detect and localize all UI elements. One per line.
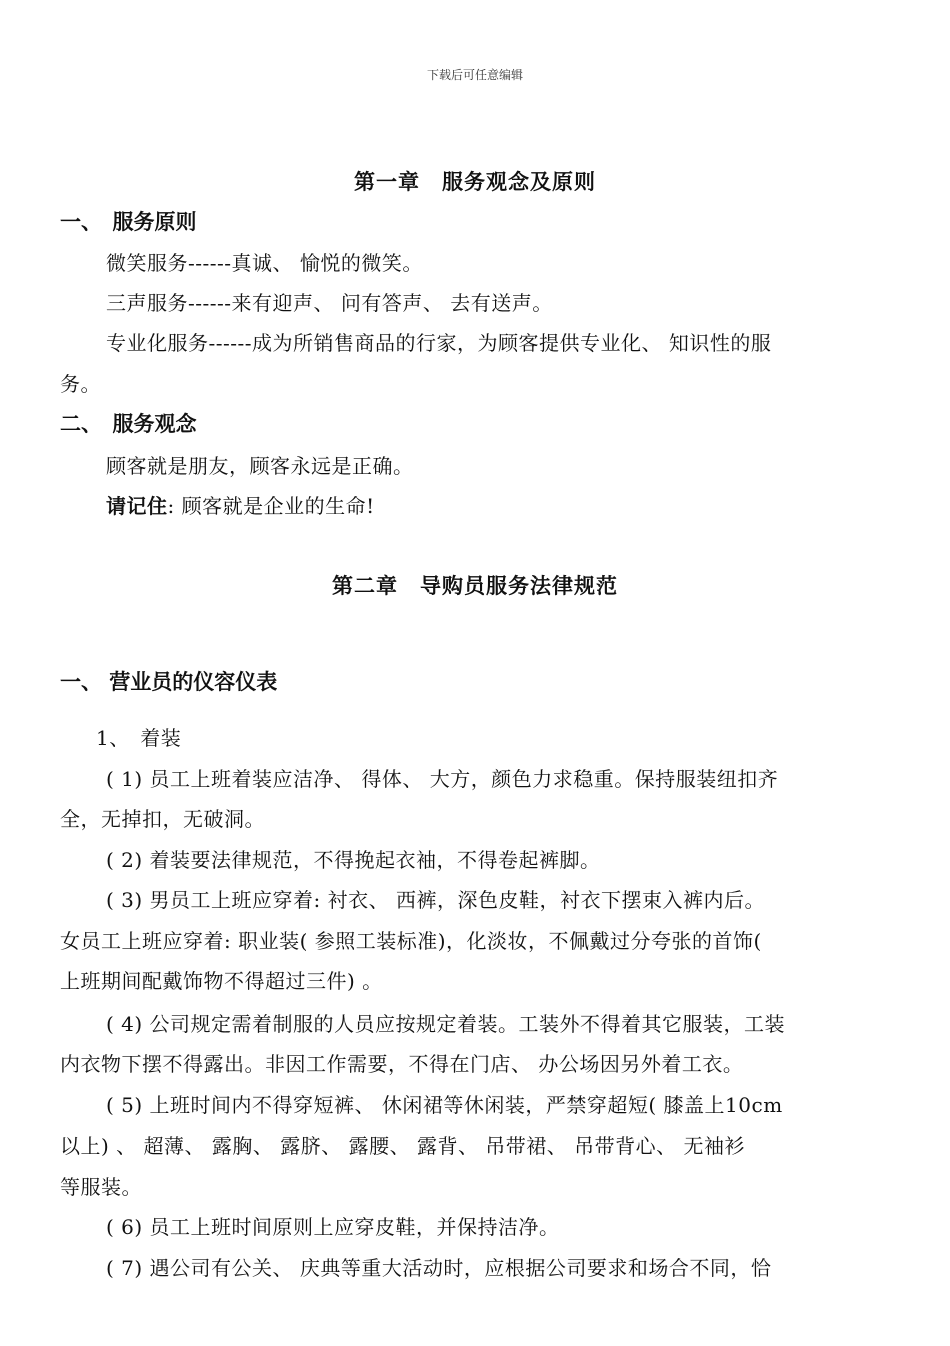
paragraph-line: 上班期间配戴饰物不得超过三件) 。 — [60, 969, 383, 993]
paragraph-line: 顾客就是朋友，顾客永远是正确。 — [106, 454, 414, 478]
header-note: 下载后可任意编辑 — [426, 68, 523, 82]
paragraph-line: 三声服务------来有迎声、 问有答声、 去有送声。 — [106, 291, 553, 315]
remember-label: 请记住 — [106, 494, 168, 518]
paragraph-line: 内衣物下摆不得露出。非因工作需要，不得在门店、 办公场因另外着工衣。 — [60, 1052, 744, 1076]
item-title-dress: 1、 着装 — [96, 726, 182, 750]
section-service-concept-heading: 二、 服务观念 — [60, 412, 197, 436]
paragraph-line: ( 7) 遇公司有公关、 庆典等重大活动时，应根据公司要求和场合不同，恰 — [106, 1256, 772, 1280]
paragraph-line: ( 6) 员工上班时间原则上应穿皮鞋，并保持洁净。 — [106, 1215, 560, 1239]
paragraph-line: 专业化服务------成为所销售商品的行家，为顾客提供专业化、 知识性的服 — [106, 331, 772, 355]
chapter-1-title: 第一章 服务观念及原则 — [354, 170, 596, 194]
remember-line — [106, 490, 375, 519]
paragraph-line: 务。 — [60, 372, 101, 396]
paragraph-line: ( 1) 员工上班着装应洁净、 得体、 大方，颜色力求稳重。保持服装纽扣齐 — [106, 767, 779, 791]
chapter-2-title: 第二章 导购员服务法律规范 — [332, 574, 618, 598]
section-service-principles-heading: 一、 服务原则 — [60, 210, 197, 234]
paragraph-line: 以上) 、 超薄、 露胸、 露脐、 露腰、 露背、 吊带裙、 吊带背心、 无袖衫 — [60, 1134, 746, 1158]
paragraph-line: 全，无掉扣，无破洞。 — [60, 807, 265, 831]
paragraph-line: ( 5) 上班时间内不得穿短裤、 休闲裙等休闲装，严禁穿超短( 膝盖上10cm — [106, 1093, 783, 1117]
paragraph-line: ( 2) 着装要法律规范，不得挽起衣袖，不得卷起裤脚。 — [106, 848, 601, 872]
section-appearance-heading: 一、 营业员的仪容仪表 — [60, 670, 278, 694]
paragraph-line: 女员工上班应穿着: 职业装( 参照工装标准)，化淡妆，不佩戴过分夸张的首饰( — [60, 929, 762, 953]
paragraph-line: 微笑服务------真诚、 愉悦的微笑。 — [106, 251, 423, 275]
paragraph-line: 等服装。 — [60, 1175, 142, 1199]
paragraph-line: ( 3) 男员工上班应穿着: 衬衣、 西裤，深色皮鞋，衬衣下摆束入裤内后。 — [106, 888, 765, 912]
paragraph-line: ( 4) 公司规定需着制服的人员应按规定着装。工装外不得着其它服装，工装 — [106, 1012, 786, 1036]
remember-text: : 顾客就是企业的生命! — [167, 494, 375, 518]
